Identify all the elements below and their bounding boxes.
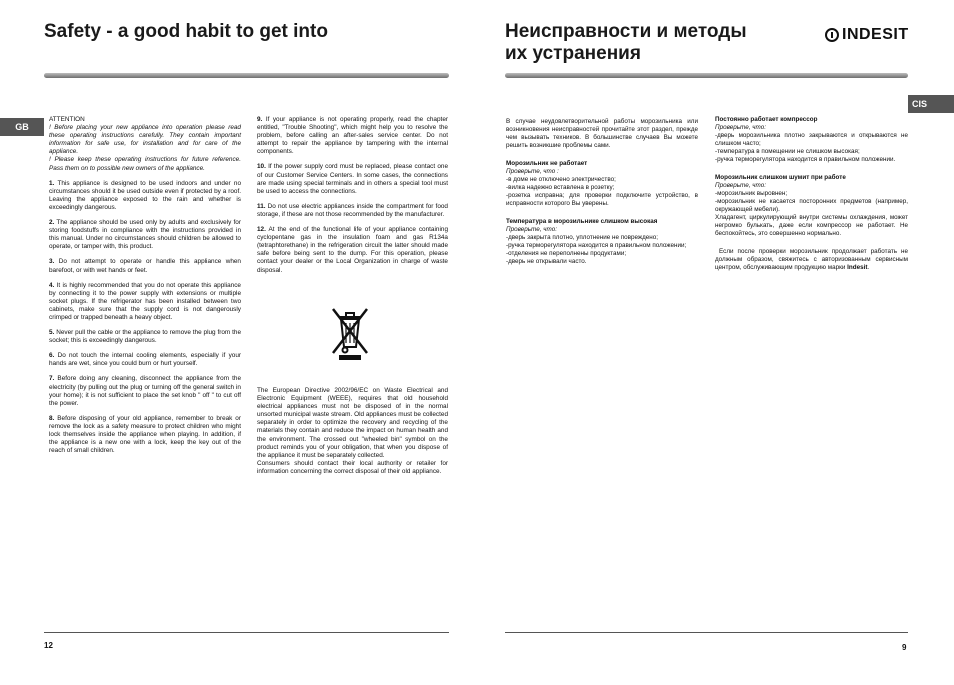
page-number-left: 12	[44, 641, 53, 650]
safety-item: ! Please keep these operating instructions for future reference. Pass them on to possible new owners of the appliance.	[49, 156, 241, 172]
troubleshooting-column-2	[715, 116, 908, 282]
safety-item: 5. Never pull the cable or the appliance to remove the plug from the socket; this is exceedingly dangerous.	[49, 329, 241, 345]
weee-text-2: Consumers should contact their local authority or retailer for information concerning the correct disposal of their old appliance.	[257, 459, 448, 475]
page-title-right: Неисправности и методы их устранения	[505, 21, 747, 64]
header-rule-left	[44, 73, 449, 78]
safety-item: 7. Before doing any cleaning, disconnect the appliance from the electricity (by pulling out the plug or turning off the general switch in your home); it is not sufficient to place the set knob " off " to cut off the power.	[49, 375, 241, 407]
closing-text: Если после проверки морозильник продолжает работать не должным образом, свяжитесь с авторизованным сервисным центром, обслуживающим продукцию марки Indesit.	[715, 248, 909, 271]
safety-item: 9. If your appliance is not operating properly, read the chapter entitled, "Trouble Shooting", which might help you to resolve the problem, before calling an after-sales service center. Do not attempt to repair the appliance by tampering with the internal components.	[257, 116, 448, 156]
page-title-left: Safety - a good habit to get into	[44, 21, 328, 42]
weee-notice	[257, 387, 448, 476]
safety-column-2	[257, 116, 448, 282]
safety-item: ! Before placing your new appliance into operation please read these operating instructions carefully. They contain important information for safe use, for installation and for care of the appliance.	[49, 124, 241, 156]
language-tab-gb: GB	[0, 118, 44, 136]
troubleshooting-column-1	[506, 118, 698, 276]
safety-item: 2. The appliance should be used only by adults and exclusively for storing foodstuffs in compliance with the instructions provided in this manual. Under no circumstances should children be allowed to operate, or tamper with, this product.	[49, 219, 241, 251]
safety-item: 12. At the end of the functional life of your appliance containing cyclopentane gas in the insulation foam and gas R134a (tetraphtorethane) in the refrigeration circuit the latter should made safe before being sent to the dump. For this operation, please contact your dealer or the Local Organization in charge of waste disposal.	[257, 226, 448, 274]
safety-item: 6. Do not touch the internal cooling elements, especially if your hands are wet, since you could burn or hurt yourself.	[49, 352, 241, 368]
footer-rule-right	[505, 632, 908, 633]
safety-item: 3. Do not attempt to operate or handle this appliance when barefoot, or with wet hands or feet.	[49, 258, 241, 274]
safety-item: 1. This appliance is designed to be used indoors and under no circumstances should it be used outside even if protected by a roof. Leaving the appliance exposed to the rain and whether is exceedingly dangerous.	[49, 179, 241, 211]
section-heading: Морозильник слишком шумит при работе	[715, 174, 846, 181]
safety-item: 4. It is highly recommended that you do not operate this appliance by connecting it to the power supply with extensions or multiple socket plugs. If the refrigerator has been installed between two cabinets, make sure that the supply cord is not dangerously crimped or trapped beneath a heavy object.	[49, 281, 241, 321]
safety-item: 11. Do not use electric appliances inside the compartment for food storage, if these are not those recommended by the manufacturer.	[257, 202, 448, 218]
trouble-section: Постоянно работает компрессор Проверьте, что: -дверь морозильника плотно закрываются и открываются не слишком часто; -температура в помещении не слишком высокая; -ручка терморегулятора находится в правильном положении.	[715, 116, 908, 163]
safety-item: ATTENTION	[49, 116, 85, 123]
safety-item: 10. If the power supply cord must be replaced, please contact one of our Customer Service Centers. In some cases, the connections are made using special terminals and in others a special tool must be used to access the connections.	[257, 163, 448, 195]
indesit-logo: INDESIT	[825, 26, 909, 44]
weee-text: The European Directive 2002/96/EC on Waste Electrical and Electronic Equipment (WEEE), requires that old household electrical appliances must not be disposed of in the normal unsorted municipal waste stream. Old appliances must be collected separately in order to optimize the recovery and recycling of the materials they contain and reduce the impact on human health and the environment. The crossed out "wheeled bin" symbol on the product reminds you of your obligation, that when you dispose of the appliance it must be separately collected.	[257, 387, 448, 459]
section-heading: Температура в морозильнике слишком высокая	[506, 218, 658, 225]
intro-text: В случае неудовлетворительной работы морозильника или возникновения неисправностей прочитайте этот раздел, прежде чем вызывать техников. В большинстве случаев Вы можете решить возникшие проблемы сами.	[506, 118, 698, 149]
trouble-section: Морозильник не работает Проверьте, что : -в доме не отключено электричество; -вилка надежно вставлена в розетку; -розетка исправна; для проверки подключите устройство, в исправности которого Вы уверены.	[506, 160, 698, 207]
safety-item: 8. Before disposing of your old appliance, remember to break or remove the lock as a safety measure to protect children who might lock themselves inside the appliance when playing. In addition, if the appliance is a new one with a lock, keep the key out of the reach of small children.	[49, 414, 241, 455]
section-heading: Морозильник не работает	[506, 160, 588, 167]
footer-rule-left	[44, 632, 449, 633]
trouble-section: Морозильник слишком шумит при работе Проверьте, что: -морозильник выровнен; -морозильник не касается посторонних предметов (например, окружающей мебели). Хладагент, циркулирующий внутри системы охлаждения, может негромко булькать, даже если компрессор не работает. Не беспокойтесь, это совершенно нормально.	[715, 174, 908, 237]
page-number-right: 9	[902, 643, 907, 652]
header-rule-right	[505, 73, 908, 78]
crossed-bin-icon	[325, 303, 375, 361]
section-heading: Постоянно работает компрессор	[715, 116, 818, 123]
safety-column-1	[49, 116, 241, 462]
trouble-section: Температура в морозильнике слишком высокая Проверьте, что: -дверь закрыта плотно, уплотнение не повреждено; -ручка терморегулятора находится в правильном положении; -отделения не переполнены продуктами; -дверь не открывали часто.	[506, 218, 698, 266]
language-tab-cis: CIS	[908, 95, 954, 113]
indesit-logo-mark-icon	[825, 28, 839, 42]
